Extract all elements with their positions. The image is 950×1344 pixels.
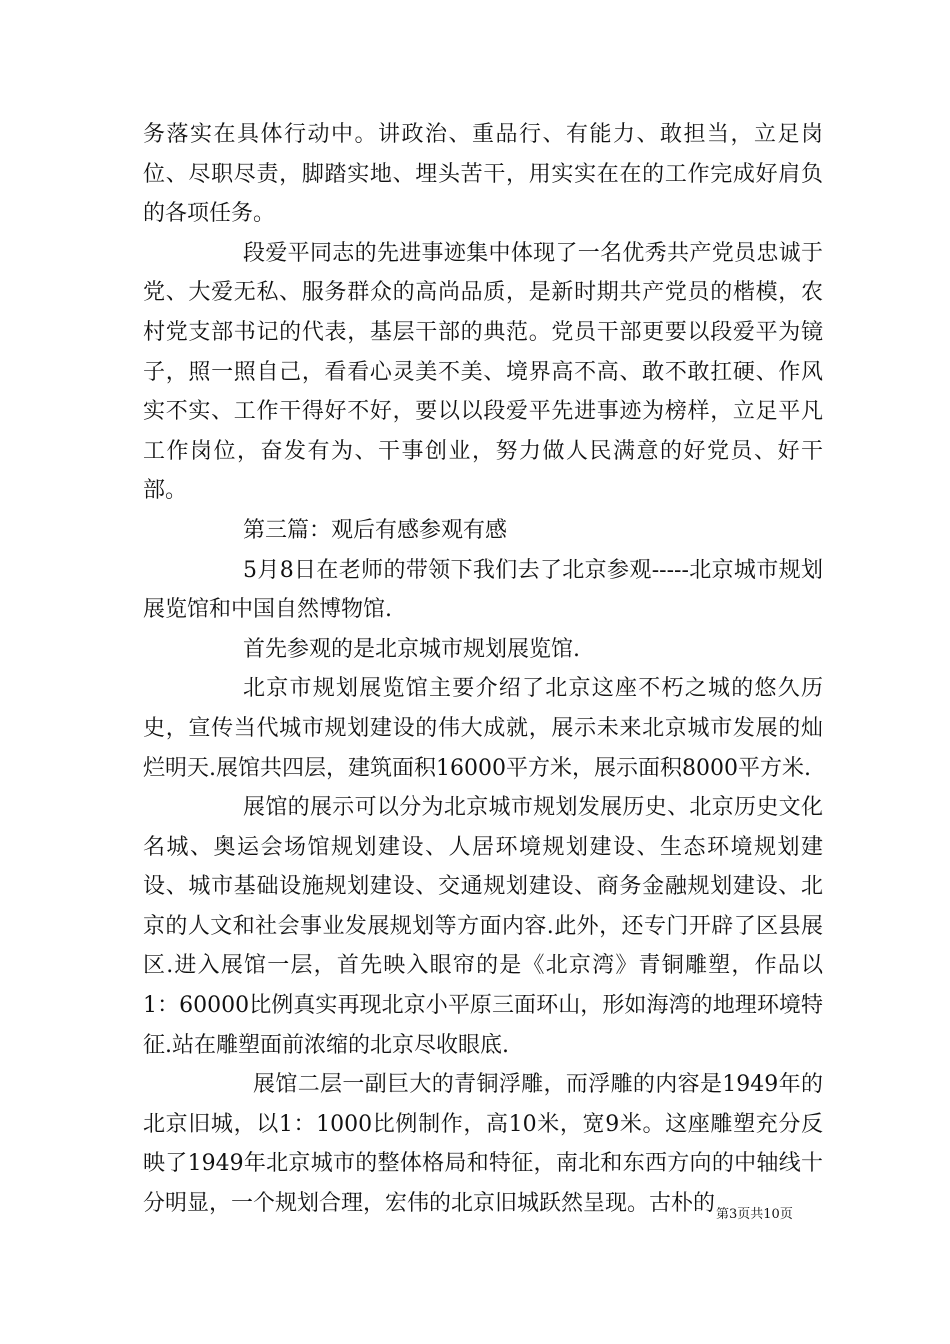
paragraph-second-floor-relief: 展馆二层一副巨大的青铜浮雕，而浮雕的内容是1949年的北京旧城，以1：1000比例制作，高10米，宽9米。这座雕塑充分反映了1949年北京城市的整体格局和特征，南北和东西方向的中轴线十分明显，一个规划合理，宏伟的北京旧城跃然呈现。古朴的: [143, 1072, 823, 1217]
paragraph-visit-intro: 5月8日在老师的带领下我们去了北京参观-----北京城市规划展览馆和中国自然博物馆.: [143, 557, 823, 623]
paragraph-duty-continuation: 务落实在具体行动中。讲政治、重品行、有能力、敢担当，立足岗位、尽职尽责，脚踏实地、埋头苦干，用实实在在的工作完成好肩负的各项任务。: [143, 122, 823, 227]
paragraph-exhibition-contents: 展馆的展示可以分为北京城市规划发展历史、北京历史文化名城、奥运会场馆规划建设、人居环境规划建设、生态环境规划建设、城市基础设施规划建设、交通规划建设、商务金融规划建设、北京的人文和社会事业发展规划等方面内容.此外，还专门开辟了区县展区.进入展馆一层，首先映入眼帘的是《北京湾》青铜雕塑，作品以1：60000比例真实再现北京小平原三面环山，形如海湾的地理环境特征.站在雕塑面前浓缩的北京尽收眼底.: [143, 795, 823, 1058]
paragraph-first-visit: 首先参观的是北京城市规划展览馆.: [243, 636, 580, 662]
section-heading-part-three: 第三篇：观后有感参观有感: [243, 517, 508, 543]
page-number-footer: 第3页共10页: [716, 1207, 793, 1222]
paragraph-duan-aiping-model: 段爱平同志的先进事迹集中体现了一名优秀共产党员忠诚于党、大爱无私、服务群众的高尚品质，是新时期共产党员的楷模，农村党支部书记的代表，基层干部的典范。党员干部更要以段爱平为镜子，照一照自己，看看心灵美不美、境界高不高、敢不敢扛硬、作风实不实、工作干得好不好，要以以段爱平先进事迹为榜样，立足平凡工作岗位，奋发有为、干事创业，努力做人民满意的好党员、好干部。: [143, 240, 823, 504]
paragraph-planning-hall-overview: 北京市规划展览馆主要介绍了北京这座不朽之城的悠久历史，宣传当代城市规划建设的伟大成就，展示未来北京城市发展的灿烂明天.展馆共四层，建筑面积16000平方米，展示面积8000平方米.: [143, 676, 823, 781]
document-body: [143, 115, 823, 1224]
